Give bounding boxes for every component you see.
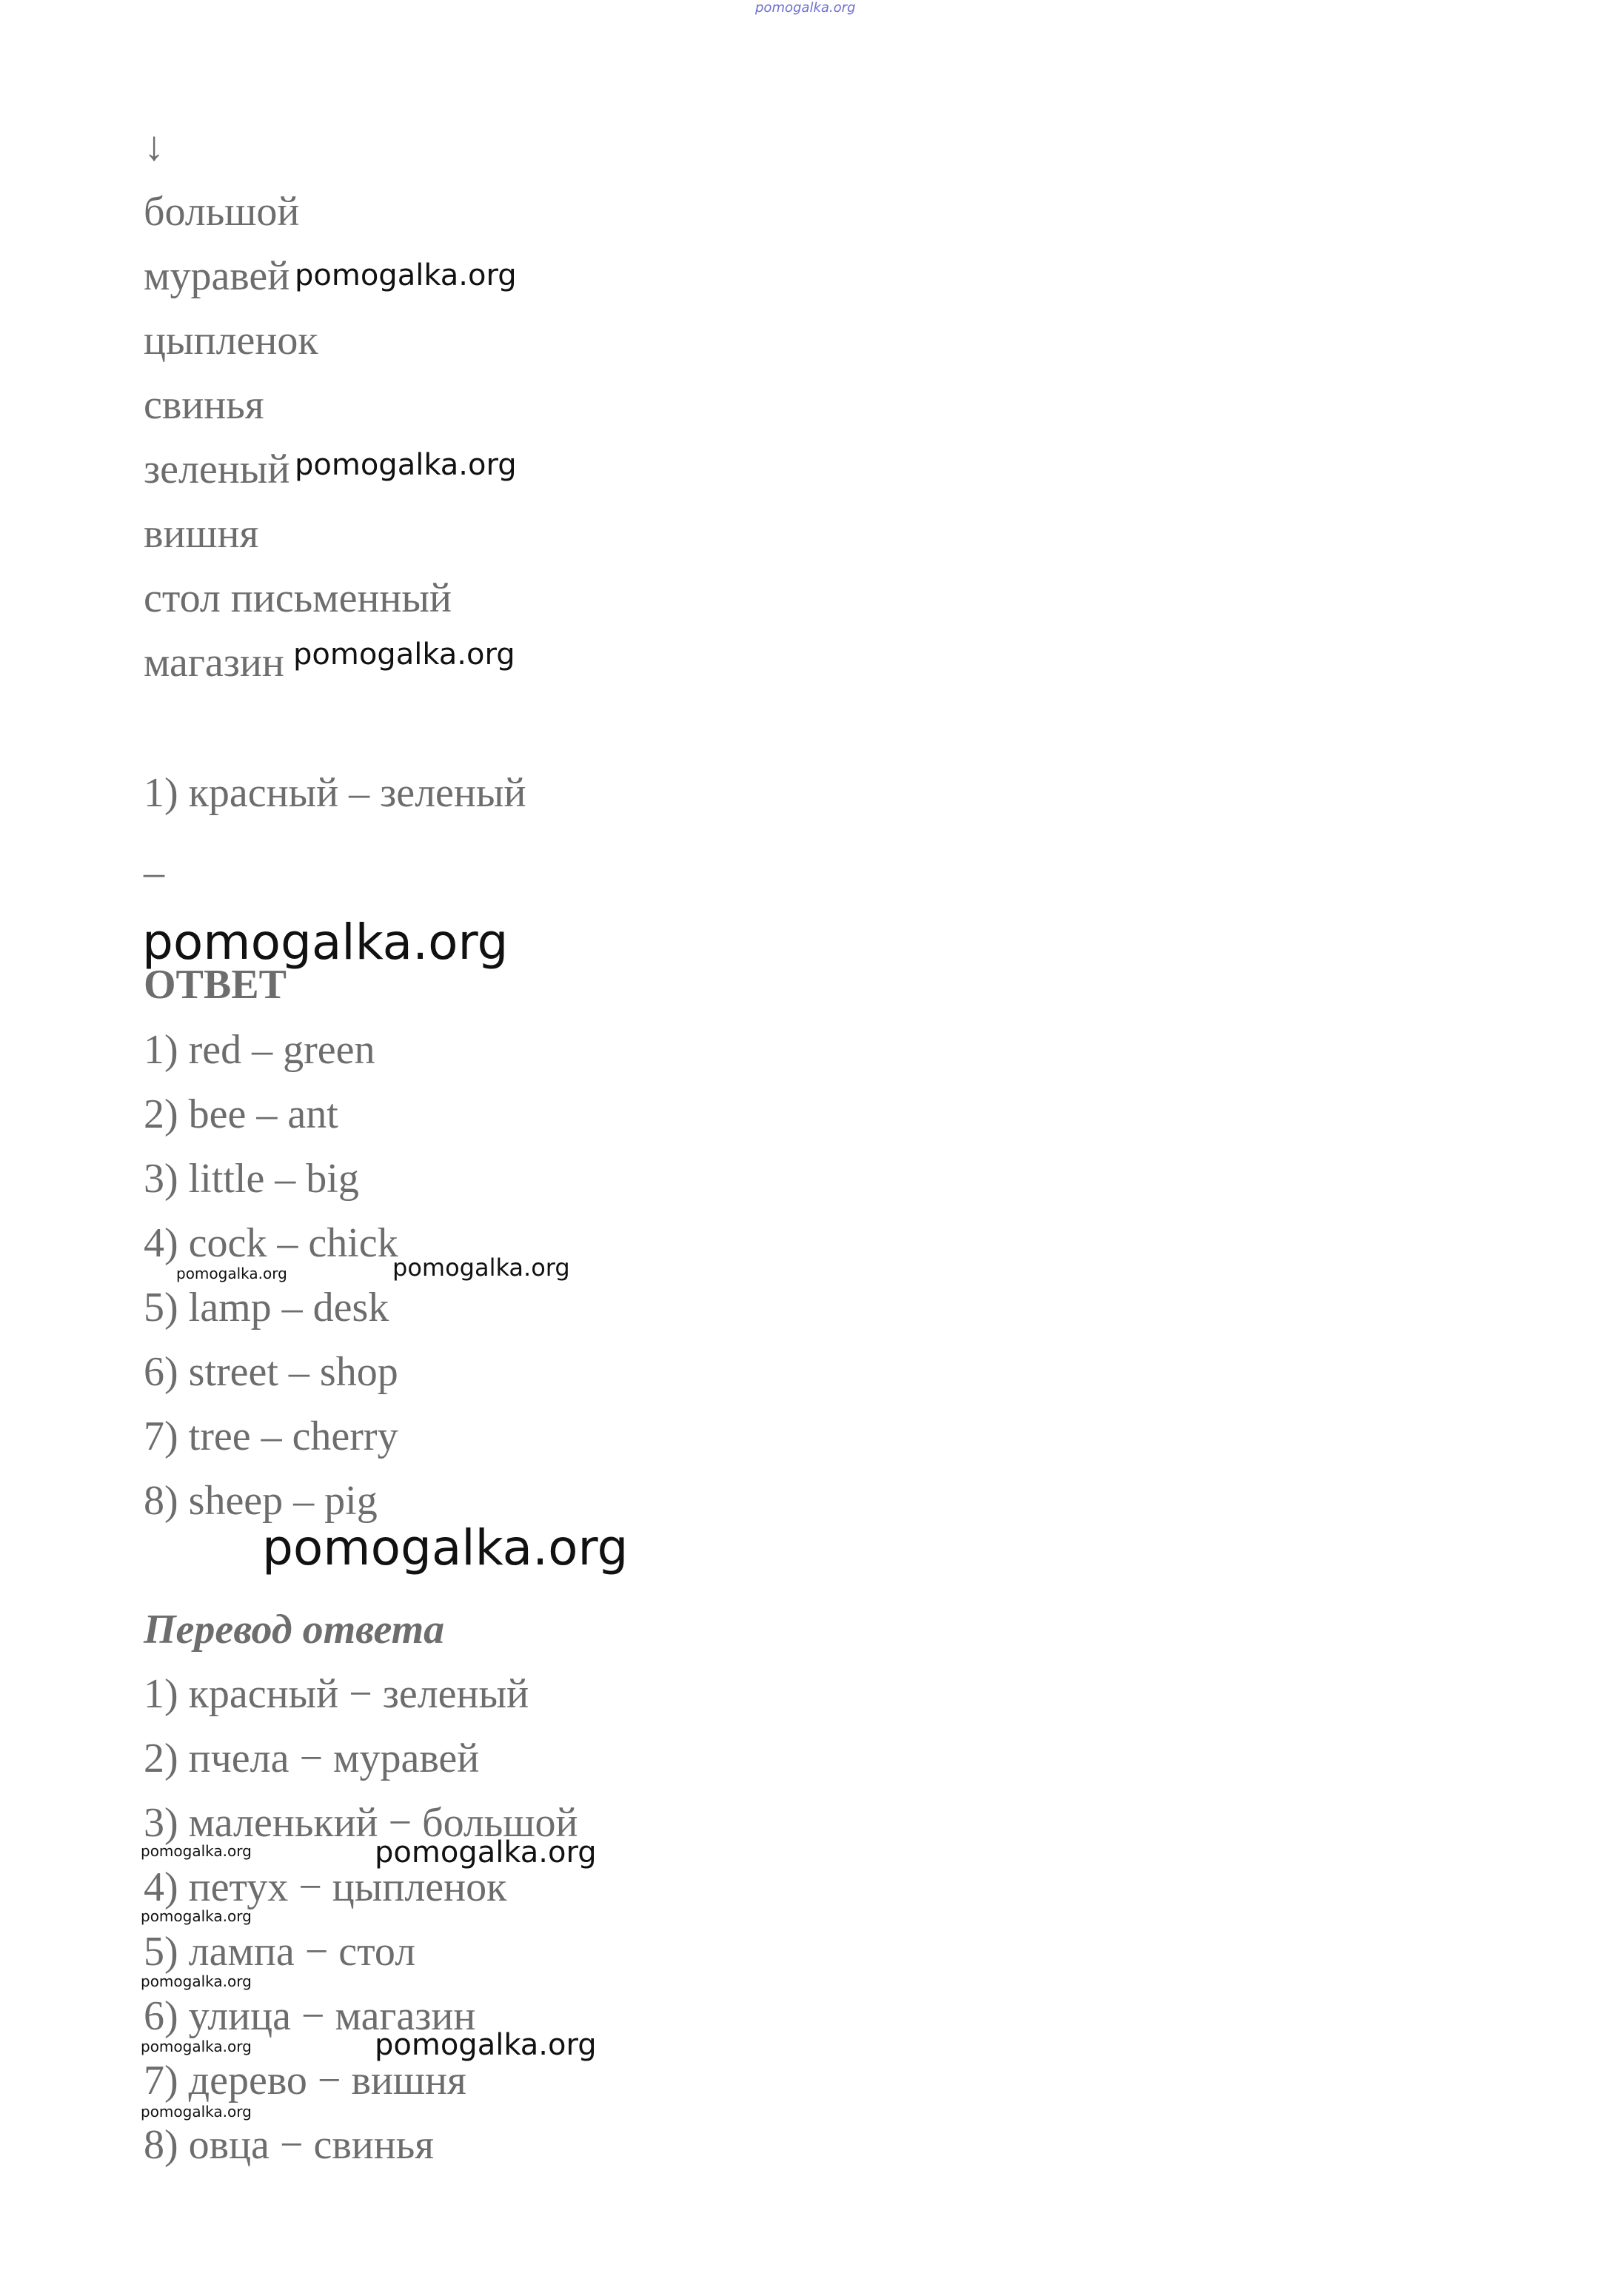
translation-item: 6) улица − магазин: [144, 1993, 476, 2039]
translation-item: 8) овца − свинья: [144, 2122, 435, 2168]
translation-title: Перевод ответа: [144, 1607, 445, 1653]
watermark: pomogalka.org: [141, 1907, 252, 1925]
translation-item: 5) лампа − стол: [144, 1929, 416, 1975]
vocab-word: цыпленок: [144, 318, 318, 364]
watermark-top: pomogalka.org: [755, 0, 856, 16]
translation-item: 2) пчела − муравей: [144, 1736, 480, 1781]
vocab-word: большой: [144, 189, 300, 235]
vocab-word: свинья: [144, 382, 264, 428]
watermark: pomogalka.org: [141, 2103, 252, 2121]
vocab-word: магазин: [144, 640, 284, 686]
watermark: pomogalka.org: [375, 1835, 597, 1870]
vocab-word: зеленый: [144, 446, 290, 492]
watermark: pomogalka.org: [295, 448, 517, 482]
watermark: pomogalka.org: [141, 1842, 252, 1860]
translation-item: 4) петух − цыпленок: [144, 1864, 507, 1910]
watermark: pomogalka.org: [262, 1519, 629, 1576]
watermark: pomogalka.org: [141, 2038, 252, 2055]
arrow-down-icon: ↓: [144, 124, 164, 170]
answer-item: 3) little – big: [144, 1156, 359, 1202]
answer-item: 1) red – green: [144, 1027, 375, 1073]
watermark: pomogalka.org: [295, 258, 517, 292]
vocab-word: вишня: [144, 511, 259, 557]
watermark: pomogalka.org: [176, 1265, 287, 1282]
watermark: pomogalka.org: [293, 637, 515, 672]
translation-item: 1) красный − зеленый: [144, 1671, 529, 1717]
watermark: pomogalka.org: [141, 1972, 252, 1990]
answer-item: 5) lamp – desk: [144, 1285, 389, 1331]
watermark: pomogalka.org: [142, 914, 509, 971]
answer-item: 4) cock – chick: [144, 1220, 398, 1266]
example-line: 1) красный – зеленый: [144, 770, 526, 816]
answer-title: ОТВЕТ: [144, 962, 287, 1008]
answer-item: 8) sheep – pig: [144, 1478, 378, 1524]
watermark: pomogalka.org: [392, 1254, 570, 1282]
vocab-word: муравей: [144, 253, 290, 299]
answer-item: 2) bee – ant: [144, 1091, 338, 1137]
vocab-word: стол письменный: [144, 575, 452, 621]
answer-item: 6) street – shop: [144, 1349, 398, 1395]
translation-item: 7) дерево − вишня: [144, 2058, 466, 2103]
translation-item: 3) маленький − большой: [144, 1800, 578, 1846]
answer-item: 7) tree – cherry: [144, 1413, 398, 1459]
example-dash: –: [144, 849, 164, 895]
watermark: pomogalka.org: [375, 2028, 597, 2062]
